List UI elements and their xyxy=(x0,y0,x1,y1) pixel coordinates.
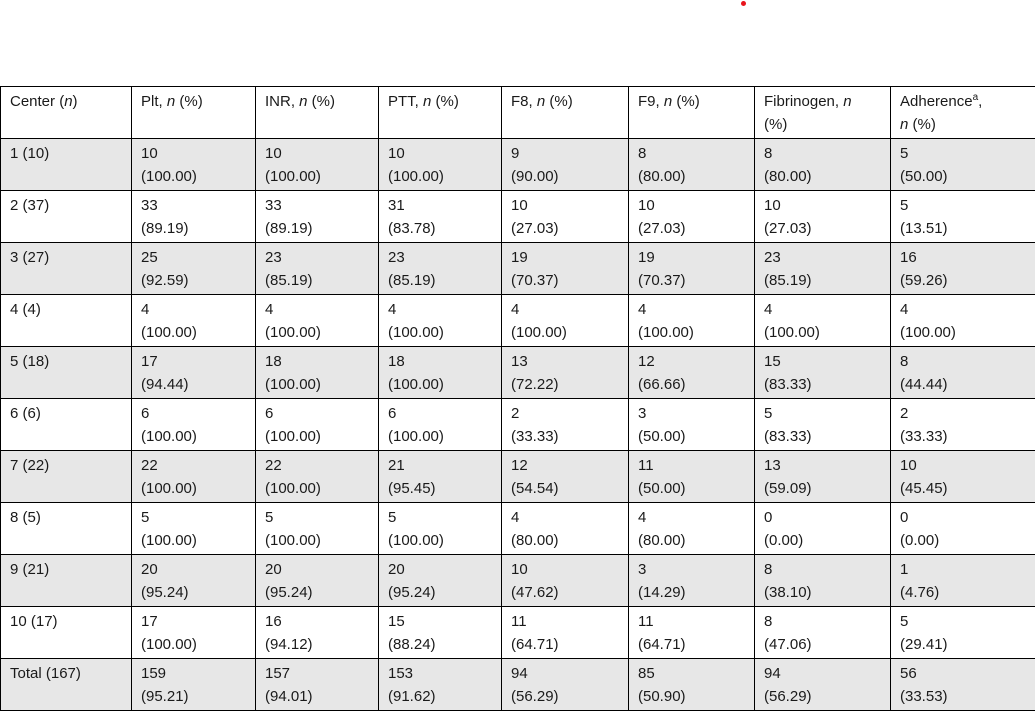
percent-value: (95.24) xyxy=(141,581,246,604)
percent-value: (94.01) xyxy=(265,685,369,708)
percent-value: (80.00) xyxy=(638,165,745,188)
percent-value: (100.00) xyxy=(141,321,246,344)
count-value: 19 xyxy=(511,246,619,269)
percent-value: (33.53) xyxy=(900,685,1027,708)
percent-value: (100.00) xyxy=(900,321,1027,344)
percent-value: (95.24) xyxy=(388,581,492,604)
count-value: 8 xyxy=(764,558,881,581)
count-value: 10 xyxy=(265,142,369,165)
center-cell: 10 (17) xyxy=(1,607,132,659)
table-row xyxy=(1,399,1035,451)
count-value: 19 xyxy=(638,246,745,269)
percent-value: (70.37) xyxy=(511,269,619,292)
value-cell xyxy=(132,243,256,295)
percent-value: (33.33) xyxy=(511,425,619,448)
value-cell xyxy=(132,295,256,347)
center-cell: 2 (37) xyxy=(1,191,132,243)
center-cell: 1 (10) xyxy=(1,139,132,191)
percent-value: (54.54) xyxy=(511,477,619,500)
value-cell xyxy=(891,555,1035,607)
percent-value: (50.00) xyxy=(638,477,745,500)
percent-value: (100.00) xyxy=(141,425,246,448)
count-value: 10 xyxy=(141,142,246,165)
percent-value: (95.24) xyxy=(265,581,369,604)
count-value: 0 xyxy=(900,506,1027,529)
count-value: 18 xyxy=(265,350,369,373)
percent-value: (4.76) xyxy=(900,581,1027,604)
value-cell xyxy=(755,347,891,399)
count-value: 8 xyxy=(764,142,881,165)
percent-value: (56.29) xyxy=(511,685,619,708)
percent-value: (47.62) xyxy=(511,581,619,604)
value-cell xyxy=(256,607,379,659)
count-value: 22 xyxy=(265,454,369,477)
percent-value: (100.00) xyxy=(141,477,246,500)
value-cell xyxy=(629,347,755,399)
value-cell xyxy=(502,659,629,711)
percent-value: (50.90) xyxy=(638,685,745,708)
count-value: 8 xyxy=(900,350,1027,373)
value-cell xyxy=(629,555,755,607)
percent-value: (100.00) xyxy=(638,321,745,344)
value-cell xyxy=(256,191,379,243)
value-cell xyxy=(891,347,1035,399)
percent-value: (83.33) xyxy=(764,425,881,448)
count-value: 11 xyxy=(638,610,745,633)
percent-value: (85.19) xyxy=(764,269,881,292)
percent-value: (80.00) xyxy=(511,529,619,552)
percent-value: (80.00) xyxy=(638,529,745,552)
red-marker-dot xyxy=(741,1,746,6)
header-f9: F9, n (%) xyxy=(629,87,755,139)
value-cell xyxy=(891,503,1035,555)
value-cell xyxy=(379,399,502,451)
count-value: 23 xyxy=(764,246,881,269)
value-cell xyxy=(502,451,629,503)
percent-value: (89.19) xyxy=(141,217,246,240)
count-value: 94 xyxy=(511,662,619,685)
percent-value: (100.00) xyxy=(265,165,369,188)
value-cell xyxy=(629,607,755,659)
value-cell xyxy=(891,451,1035,503)
value-cell xyxy=(502,139,629,191)
value-cell xyxy=(132,399,256,451)
count-value: 11 xyxy=(638,454,745,477)
table-row xyxy=(1,295,1035,347)
count-value: 15 xyxy=(388,610,492,633)
percent-value: (56.29) xyxy=(764,685,881,708)
value-cell xyxy=(132,503,256,555)
count-value: 4 xyxy=(511,298,619,321)
percent-value: (100.00) xyxy=(141,529,246,552)
percent-value: (92.59) xyxy=(141,269,246,292)
count-value: 23 xyxy=(265,246,369,269)
count-value: 4 xyxy=(638,506,745,529)
count-value: 157 xyxy=(265,662,369,685)
value-cell xyxy=(891,399,1035,451)
count-value: 10 xyxy=(764,194,881,217)
percent-value: (13.51) xyxy=(900,217,1027,240)
count-value: 94 xyxy=(764,662,881,685)
percent-value: (100.00) xyxy=(511,321,619,344)
count-value: 6 xyxy=(141,402,246,425)
count-value: 5 xyxy=(265,506,369,529)
value-cell xyxy=(132,139,256,191)
percent-value: (44.44) xyxy=(900,373,1027,396)
value-cell xyxy=(891,607,1035,659)
count-value: 56 xyxy=(900,662,1027,685)
value-cell xyxy=(379,191,502,243)
percent-value: (38.10) xyxy=(764,581,881,604)
count-value: 2 xyxy=(900,402,1027,425)
percent-value: (50.00) xyxy=(638,425,745,448)
value-cell xyxy=(256,399,379,451)
count-value: 3 xyxy=(638,558,745,581)
table-row xyxy=(1,139,1035,191)
percent-value: (59.26) xyxy=(900,269,1027,292)
value-cell xyxy=(379,243,502,295)
value-cell xyxy=(379,555,502,607)
percent-value: (47.06) xyxy=(764,633,881,656)
value-cell xyxy=(256,555,379,607)
value-cell xyxy=(502,243,629,295)
percent-value: (59.09) xyxy=(764,477,881,500)
percent-value: (100.00) xyxy=(388,373,492,396)
center-cell: 6 (6) xyxy=(1,399,132,451)
value-cell xyxy=(132,347,256,399)
percent-value: (89.19) xyxy=(265,217,369,240)
percent-value: (100.00) xyxy=(141,633,246,656)
count-value: 22 xyxy=(141,454,246,477)
count-value: 15 xyxy=(764,350,881,373)
percent-value: (14.29) xyxy=(638,581,745,604)
table-row xyxy=(1,555,1035,607)
count-value: 4 xyxy=(900,298,1027,321)
percent-value: (100.00) xyxy=(265,477,369,500)
percent-value: (45.45) xyxy=(900,477,1027,500)
percent-value: (64.71) xyxy=(638,633,745,656)
percent-value: (88.24) xyxy=(388,633,492,656)
percent-value: (70.37) xyxy=(638,269,745,292)
center-cell: 5 (18) xyxy=(1,347,132,399)
count-value: 5 xyxy=(900,610,1027,633)
percent-value: (100.00) xyxy=(265,529,369,552)
count-value: 20 xyxy=(265,558,369,581)
center-cell: 3 (27) xyxy=(1,243,132,295)
count-value: 4 xyxy=(764,298,881,321)
count-value: 33 xyxy=(265,194,369,217)
value-cell xyxy=(629,503,755,555)
table-row xyxy=(1,191,1035,243)
value-cell xyxy=(256,659,379,711)
count-value: 153 xyxy=(388,662,492,685)
count-value: 8 xyxy=(764,610,881,633)
percent-value: (85.19) xyxy=(265,269,369,292)
table-header-row xyxy=(1,87,1035,139)
percent-value: (94.12) xyxy=(265,633,369,656)
value-cell xyxy=(629,139,755,191)
center-cell: 8 (5) xyxy=(1,503,132,555)
count-value: 12 xyxy=(638,350,745,373)
value-cell xyxy=(379,347,502,399)
percent-value: (100.00) xyxy=(764,321,881,344)
count-value: 4 xyxy=(141,298,246,321)
count-value: 10 xyxy=(388,142,492,165)
count-value: 9 xyxy=(511,142,619,165)
percent-value: (0.00) xyxy=(900,529,1027,552)
percent-value: (66.66) xyxy=(638,373,745,396)
center-cell: Total (167) xyxy=(1,659,132,711)
value-cell xyxy=(755,607,891,659)
count-value: 4 xyxy=(511,506,619,529)
percent-value: (94.44) xyxy=(141,373,246,396)
value-cell xyxy=(755,555,891,607)
count-value: 16 xyxy=(900,246,1027,269)
percent-value: (100.00) xyxy=(265,373,369,396)
count-value: 10 xyxy=(900,454,1027,477)
table-row xyxy=(1,607,1035,659)
percent-value: (85.19) xyxy=(388,269,492,292)
value-cell xyxy=(379,503,502,555)
count-value: 25 xyxy=(141,246,246,269)
value-cell xyxy=(256,243,379,295)
count-value: 10 xyxy=(511,194,619,217)
value-cell xyxy=(755,503,891,555)
value-cell xyxy=(629,243,755,295)
table-row xyxy=(1,243,1035,295)
value-cell xyxy=(755,399,891,451)
count-value: 3 xyxy=(638,402,745,425)
count-value: 5 xyxy=(141,506,246,529)
percent-value: (91.62) xyxy=(388,685,492,708)
count-value: 5 xyxy=(900,194,1027,217)
percent-value: (64.71) xyxy=(511,633,619,656)
count-value: 10 xyxy=(638,194,745,217)
percent-value: (80.00) xyxy=(764,165,881,188)
count-value: 17 xyxy=(141,610,246,633)
count-value: 33 xyxy=(141,194,246,217)
value-cell xyxy=(502,347,629,399)
percent-value: (27.03) xyxy=(511,217,619,240)
count-value: 4 xyxy=(388,298,492,321)
value-cell xyxy=(755,295,891,347)
percent-value: (100.00) xyxy=(388,529,492,552)
header-f8: F8, n (%) xyxy=(502,87,629,139)
table-row xyxy=(1,451,1035,503)
header-center: Center (n) xyxy=(1,87,132,139)
header-adherence: Adherence$^a$, n (%) xyxy=(891,87,1035,139)
value-cell xyxy=(502,555,629,607)
coagulation-testing-table xyxy=(0,86,1035,711)
value-cell xyxy=(132,555,256,607)
count-value: 1 xyxy=(900,558,1027,581)
count-value: 0 xyxy=(764,506,881,529)
count-value: 23 xyxy=(388,246,492,269)
count-value: 16 xyxy=(265,610,369,633)
count-value: 4 xyxy=(638,298,745,321)
percent-value: (100.00) xyxy=(388,321,492,344)
value-cell xyxy=(502,607,629,659)
value-cell xyxy=(256,451,379,503)
center-cell: 4 (4) xyxy=(1,295,132,347)
count-value: 13 xyxy=(764,454,881,477)
percent-value: (83.78) xyxy=(388,217,492,240)
count-value: 10 xyxy=(511,558,619,581)
count-value: 31 xyxy=(388,194,492,217)
count-value: 8 xyxy=(638,142,745,165)
count-value: 2 xyxy=(511,402,619,425)
value-cell xyxy=(755,191,891,243)
value-cell xyxy=(629,659,755,711)
value-cell xyxy=(891,295,1035,347)
percent-value: (27.03) xyxy=(764,217,881,240)
value-cell xyxy=(755,659,891,711)
value-cell xyxy=(379,451,502,503)
count-value: 5 xyxy=(764,402,881,425)
value-cell xyxy=(379,607,502,659)
count-value: 18 xyxy=(388,350,492,373)
value-cell xyxy=(132,607,256,659)
percent-value: (29.41) xyxy=(900,633,1027,656)
percent-value: (27.03) xyxy=(638,217,745,240)
count-value: 159 xyxy=(141,662,246,685)
percent-value: (50.00) xyxy=(900,165,1027,188)
count-value: 85 xyxy=(638,662,745,685)
count-value: 4 xyxy=(265,298,369,321)
value-cell xyxy=(256,347,379,399)
center-cell: 9 (21) xyxy=(1,555,132,607)
value-cell xyxy=(256,295,379,347)
percent-value: (0.00) xyxy=(764,529,881,552)
value-cell xyxy=(502,295,629,347)
table-row xyxy=(1,503,1035,555)
value-cell xyxy=(379,139,502,191)
count-value: 20 xyxy=(141,558,246,581)
percent-value: (100.00) xyxy=(265,321,369,344)
percent-value: (33.33) xyxy=(900,425,1027,448)
value-cell xyxy=(629,399,755,451)
center-cell: 7 (22) xyxy=(1,451,132,503)
count-value: 6 xyxy=(388,402,492,425)
count-value: 5 xyxy=(900,142,1027,165)
value-cell xyxy=(629,191,755,243)
value-cell xyxy=(629,295,755,347)
header-plt: Plt, n (%) xyxy=(132,87,256,139)
header-fibrinogen: Fibrinogen, n (%) xyxy=(755,87,891,139)
header-inr: INR, n (%) xyxy=(256,87,379,139)
header-ptt: PTT, n (%) xyxy=(379,87,502,139)
percent-value: (100.00) xyxy=(141,165,246,188)
value-cell xyxy=(629,451,755,503)
percent-value: (100.00) xyxy=(265,425,369,448)
value-cell xyxy=(891,243,1035,295)
count-value: 21 xyxy=(388,454,492,477)
value-cell xyxy=(502,191,629,243)
value-cell xyxy=(891,191,1035,243)
count-value: 13 xyxy=(511,350,619,373)
percent-value: (100.00) xyxy=(388,165,492,188)
value-cell xyxy=(132,451,256,503)
count-value: 12 xyxy=(511,454,619,477)
percent-value: (83.33) xyxy=(764,373,881,396)
value-cell xyxy=(132,659,256,711)
value-cell xyxy=(502,503,629,555)
value-cell xyxy=(379,295,502,347)
value-cell xyxy=(132,191,256,243)
percent-value: (95.45) xyxy=(388,477,492,500)
count-value: 20 xyxy=(388,558,492,581)
value-cell xyxy=(755,451,891,503)
count-value: 5 xyxy=(388,506,492,529)
value-cell xyxy=(755,139,891,191)
percent-value: (90.00) xyxy=(511,165,619,188)
value-cell xyxy=(755,243,891,295)
value-cell xyxy=(891,659,1035,711)
count-value: 17 xyxy=(141,350,246,373)
percent-value: (72.22) xyxy=(511,373,619,396)
count-value: 6 xyxy=(265,402,369,425)
table-row xyxy=(1,347,1035,399)
percent-value: (95.21) xyxy=(141,685,246,708)
count-value: 11 xyxy=(511,610,619,633)
value-cell xyxy=(256,503,379,555)
value-cell xyxy=(379,659,502,711)
value-cell xyxy=(891,139,1035,191)
table-row xyxy=(1,659,1035,711)
value-cell xyxy=(502,399,629,451)
percent-value: (100.00) xyxy=(388,425,492,448)
value-cell xyxy=(256,139,379,191)
